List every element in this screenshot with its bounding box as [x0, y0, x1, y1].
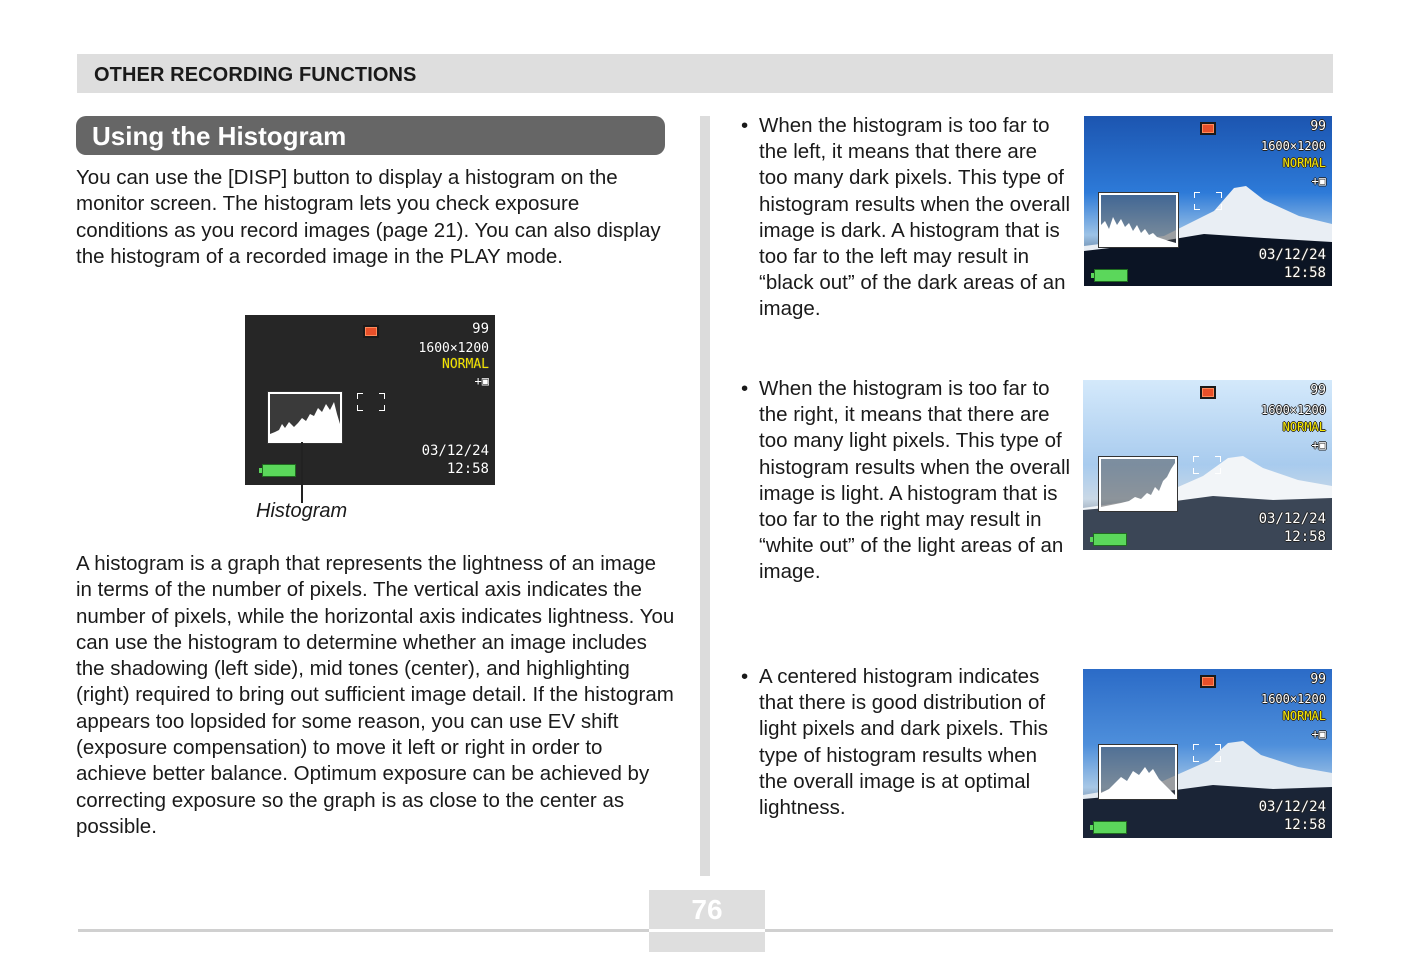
record-date: 03/12/24 [1258, 247, 1326, 263]
bullet-text: A centered histogram indicates that there is good distribution of light pixels and dark pixels. This type of histogram results when the overall image is at optimal lightness. [759, 665, 1049, 820]
image-quality: NORMAL [1282, 420, 1326, 434]
image-resolution: 1600×1200 [1260, 692, 1326, 706]
record-date: 03/12/24 [1258, 511, 1326, 527]
memory-card-icon: +▣ [1311, 727, 1326, 741]
monitor-screen-illustration [245, 315, 495, 485]
centered-example-screen [1083, 669, 1332, 838]
bullet-light [741, 376, 1071, 586]
record-date: 03/12/24 [421, 443, 489, 459]
histogram-display [268, 392, 342, 443]
bullet-dark [741, 113, 1071, 323]
memory-card-icon: +▣ [1311, 174, 1326, 188]
explanation-paragraph: A histogram is a graph that represents the lightness of an image in terms of the number of pixels. The vertical axis indicates the number of pixels, while the horizontal axis indicates lightness. You can use the histogram to determine whether an image includes the shadowing (left side), mid tones (center), and highlighting (right) required to bring out sufficient image detail. If the histogram appears too lopsided for some reason, you can use EV shift (exposure compensation) to move it left or right in order to achieve better balance. Optimum exposure can be achieved by correcting exposure so the graph is as close to the center as possible. [76, 552, 675, 838]
image-quality: NORMAL [1282, 156, 1326, 170]
battery-icon [1093, 533, 1127, 546]
record-mode-icon [1200, 675, 1216, 688]
record-date: 03/12/24 [1258, 799, 1326, 815]
histogram-display [1099, 745, 1177, 799]
histogram-graph [1101, 747, 1175, 797]
header-bar [77, 54, 1333, 93]
bullet-centered [741, 664, 1071, 821]
record-time: 12:58 [446, 461, 489, 477]
image-quality: NORMAL [442, 357, 489, 372]
dark-example-screen [1084, 116, 1332, 286]
focus-frame [1193, 744, 1221, 762]
battery-icon [1094, 269, 1128, 282]
focus-frame [1194, 192, 1222, 210]
record-mode-icon [1200, 122, 1216, 135]
shots-remaining: 99 [1310, 672, 1326, 687]
image-resolution: 1600×1200 [418, 341, 489, 356]
histogram-display [1099, 457, 1177, 511]
memory-card-icon: +▣ [1311, 438, 1326, 452]
shots-remaining: 99 [1310, 383, 1326, 398]
header-title: OTHER RECORDING FUNCTIONS [94, 64, 417, 86]
record-time: 12:58 [1283, 265, 1326, 281]
battery-icon [262, 464, 296, 477]
focus-frame [1193, 456, 1221, 474]
image-quality: NORMAL [1282, 709, 1326, 723]
histogram-graph [1101, 195, 1176, 245]
record-mode-icon [363, 325, 379, 338]
record-time: 12:58 [1283, 817, 1326, 833]
column-divider [700, 116, 710, 876]
bullet-symbol: • [741, 665, 749, 688]
image-resolution: 1600×1200 [1260, 139, 1326, 153]
record-mode-icon [1200, 386, 1216, 399]
battery-icon [1093, 821, 1127, 834]
memory-card-icon: +▣ [474, 374, 489, 388]
histogram-callout-line [301, 442, 303, 503]
shots-remaining: 99 [472, 321, 489, 337]
section-title: Using the Histogram [92, 121, 347, 151]
bullet-text: When the histogram is too far to the left, it means that there are too many dark pixels. This type of histogram results when the overall image is dark. A histogram that is too far to the left may result in “black out” of the dark areas of an image. [759, 114, 1071, 321]
histogram-display [1099, 193, 1178, 247]
bullet-text: When the histogram is too far to the right, it means that there are too many light pixels. This type of histogram results when the overall image is light. A histogram that is too far to the right may result in “white out” of the light areas of an image. [759, 377, 1071, 584]
shots-remaining: 99 [1310, 119, 1326, 134]
bullet-symbol: • [741, 377, 749, 400]
focus-frame [357, 393, 385, 411]
histogram-callout-label: Histogram [256, 500, 348, 522]
histogram-graph [270, 394, 340, 441]
bullet-symbol: • [741, 114, 749, 137]
page-number-tab [649, 890, 765, 952]
light-example-screen [1083, 380, 1332, 550]
histogram-graph [1101, 459, 1175, 509]
intro-paragraph: You can use the [DISP] button to display a histogram on the monitor screen. The histogram lets you check exposure conditions as you record images (page 21). You can also display the histogram of a recorded image in the PLAY mode. [76, 166, 661, 268]
page-number: 76 [691, 894, 723, 925]
section-title-bar [76, 116, 665, 155]
record-time: 12:58 [1283, 529, 1326, 545]
image-resolution: 1600×1200 [1260, 403, 1326, 417]
